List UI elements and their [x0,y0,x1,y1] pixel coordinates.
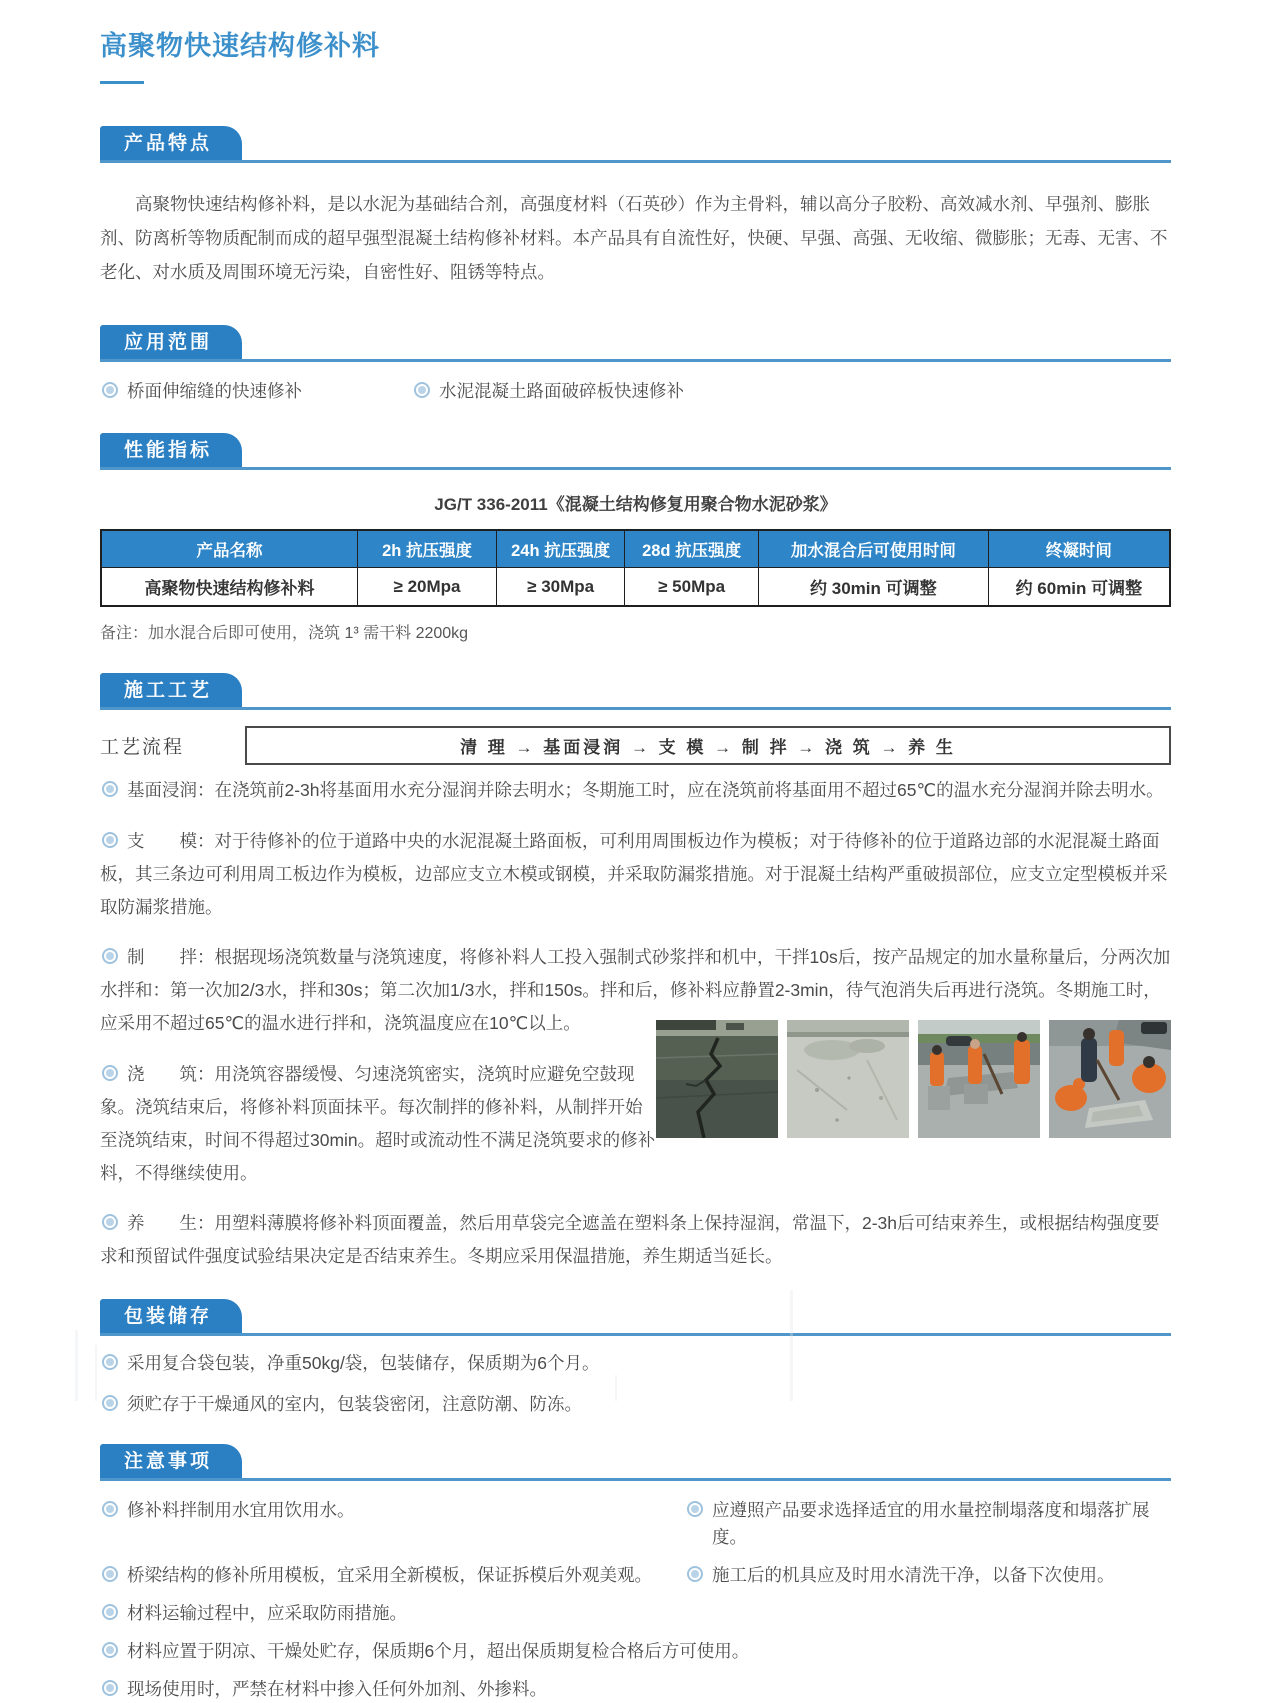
step-text: 基面浸润：在浇筑前2-3h将基面用水充分湿润并除去明水；冬期施工时，应在浇筑前将基面用不超过65℃的温水充分湿润并除去明水。 [127,780,1164,800]
step-text: 制 拌：根据现场浇筑数量与浇筑速度，将修补料人工投入强制式砂浆拌和机中，干拌10s后，按产品规定的加水量称量后，分两次加水拌和：第一次加2/3水，拌和30s；第二次加1/3水，拌和150s。拌和后，修补料应静置2-3min，待气泡消失后再进行浇筑。冬期施工时，应采用不超过65℃的温水进行拌和，浇筑温度应在10℃以上。 [100,947,1171,1033]
notes-list [100,1497,1171,1703]
col-header: 2h 抗压强度 [358,530,497,568]
note-item [100,1638,1171,1665]
applications-list [100,378,1171,405]
process-step [100,1207,1171,1273]
section-header-notes [100,1444,1171,1481]
step-text: 支 模：对于待修补的位于道路中央的水泥混凝土路面板，可利用周围板边作为模板；对于待修补的位于道路边部的水泥混凝土路面板，其三条边可利用周工板边作为模板，边部应支立木模或钢模，并采取防漏浆措施。对于混凝土结构严重破损部位，应支立定型模板并采取防漏浆措施。 [100,830,1168,917]
note-text: 修补料拌制用水宜用饮用水。 [127,1500,355,1520]
note-item [100,1562,685,1589]
application-item [100,378,412,405]
note-item [100,1600,1171,1627]
note-text: 材料运输过程中，应采取防雨措施。 [127,1603,407,1623]
cell-final-set-time: 约 60min 可调整 [988,568,1170,607]
ring-bullet-icon [102,948,118,964]
section-tab-applications: 应用范围 [100,325,242,359]
note-item [100,1676,1171,1703]
ring-bullet-icon [102,1354,118,1370]
cell-28d-strength: ≥ 50Mpa [625,568,759,607]
ring-bullet-icon [102,1214,118,1230]
note-item [685,1497,1171,1551]
table-header-row [101,530,1170,568]
packaging-text: 须贮存于干燥通风的室内，包装袋密闭，注意防潮、防冻。 [127,1394,582,1414]
road-repair-workers-photo [918,1020,1040,1138]
section-header-packaging [100,1299,1171,1336]
ring-bullet-icon [102,781,118,797]
packaging-item [100,1391,1171,1418]
section-header-applications [100,325,1171,362]
application-label: 水泥混凝土路面破碎板快速修补 [439,381,684,401]
section-tab-features: 产品特点 [100,126,242,160]
standard-caption: JG/T 336-2011《混凝土结构修复用聚合物水泥砂浆》 [434,495,837,514]
step-text: 浇 筑：用浇筑容器缓慢、匀速浇筑密实，浇筑时应避免空鼓现象。浇筑结束后，将修补料顶面抹平。每次制拌的修补料，从制拌开始至浇筑结束，时间不得超过30min。超时或流动性不满足浇筑要求的修补料，不得继续使用。 [100,1063,656,1183]
ring-bullet-icon [102,1642,118,1658]
step-text: 养 生：用塑料薄膜将修补料顶面覆盖，然后用草袋完全遮盖在塑料条上保持湿润，常温下，2-3h后可结束养生，或根据结构强度要求和预留试件强度试验结果决定是否结束养生。冬期应采用保温措施，养生期适当延长。 [100,1213,1160,1266]
application-label: 桥面伸缩缝的快速修补 [127,381,302,401]
packaging-text: 采用复合袋包装，净重50kg/袋，包装储存，保质期为6个月。 [127,1353,600,1373]
cracked-pavement-photo [656,1020,778,1138]
section-tab-process: 施工工艺 [100,673,242,707]
table-row [101,568,1170,607]
title-underline [100,81,144,84]
col-header: 加水混合后可使用时间 [758,530,988,568]
process-flow-row [100,726,1171,765]
ring-bullet-icon [687,1566,703,1582]
flow-label: 工艺流程 [100,737,185,758]
col-header: 24h 抗压强度 [497,530,625,568]
performance-table [100,529,1171,607]
ring-bullet-icon [102,1065,118,1081]
features-paragraph: 高聚物快速结构修补料，是以水泥为基础结合剂，高强度材料（石英砂）作为主骨料，辅以高分子胶粉、高效减水剂、早强剂、膨胀剂、防离析等物质配制而成的超早强型混凝土结构修补材料。本产品具有自流性好，快硬、早强、高强、无收缩、微膨胀；无毒、无害、不老化、对水质及周围环境无污染，自密性好、阻锈等特点。 [100,194,1168,282]
note-text: 桥梁结构的修补所用模板，宜采用全新模板，保证拆模后外观美观。 [127,1565,652,1585]
note-text: 现场使用时，严禁在材料中掺入任何外加剂、外掺料。 [127,1679,547,1699]
process-step [100,1058,656,1190]
ring-bullet-icon [102,832,118,848]
pouring-repair-material-photo [1049,1020,1171,1138]
note-item [100,1497,685,1551]
col-header: 终凝时间 [988,530,1170,568]
damaged-concrete-slab-photo [787,1020,909,1138]
table-note: 备注：加水混合后即可使用，浇筑 1³ 需干料 2200kg [100,625,469,642]
section-header-process [100,673,1171,710]
col-header: 28d 抗压强度 [625,530,759,568]
section-header-performance [100,433,1171,470]
application-item [412,378,684,405]
cell-product-name: 高聚物快速结构修补料 [101,568,358,607]
cell-usable-time: 约 30min 可调整 [758,568,988,607]
ring-bullet-icon [102,382,118,398]
page-title: 高聚物快速结构修补料 [100,31,380,61]
cell-2h-strength: ≥ 20Mpa [358,568,497,607]
packaging-item [100,1350,1171,1377]
section-header-features [100,126,1171,163]
note-item [685,1562,1171,1589]
col-header: 产品名称 [101,530,358,568]
ring-bullet-icon [102,1604,118,1620]
note-text: 施工后的机具应及时用水清洗干净，以备下次使用。 [712,1565,1115,1585]
ring-bullet-icon [687,1501,703,1517]
cell-24h-strength: ≥ 30Mpa [497,568,625,607]
ring-bullet-icon [102,1395,118,1411]
note-text: 应遵照产品要求选择适宜的用水量控制塌落度和塌落扩展度。 [712,1500,1150,1547]
process-step [100,825,1171,924]
process-step [100,774,1171,807]
section-tab-performance: 性能指标 [100,433,242,467]
ring-bullet-icon [414,382,430,398]
site-photo-strip [656,1020,1171,1138]
section-tab-packaging: 包装储存 [100,1299,242,1333]
ring-bullet-icon [102,1680,118,1696]
pouring-step-with-photos [100,1058,1171,1190]
ring-bullet-icon [102,1501,118,1517]
note-text: 材料应置于阴凉、干燥处贮存，保质期6个月，超出保质期复检合格后方可使用。 [127,1641,750,1661]
section-tab-notes: 注意事项 [100,1444,242,1478]
flow-diagram: 清 理 → 基面浸润 → 支 模 → 制 拌 → 浇 筑 → 养 生 [245,726,1171,765]
ring-bullet-icon [102,1566,118,1582]
